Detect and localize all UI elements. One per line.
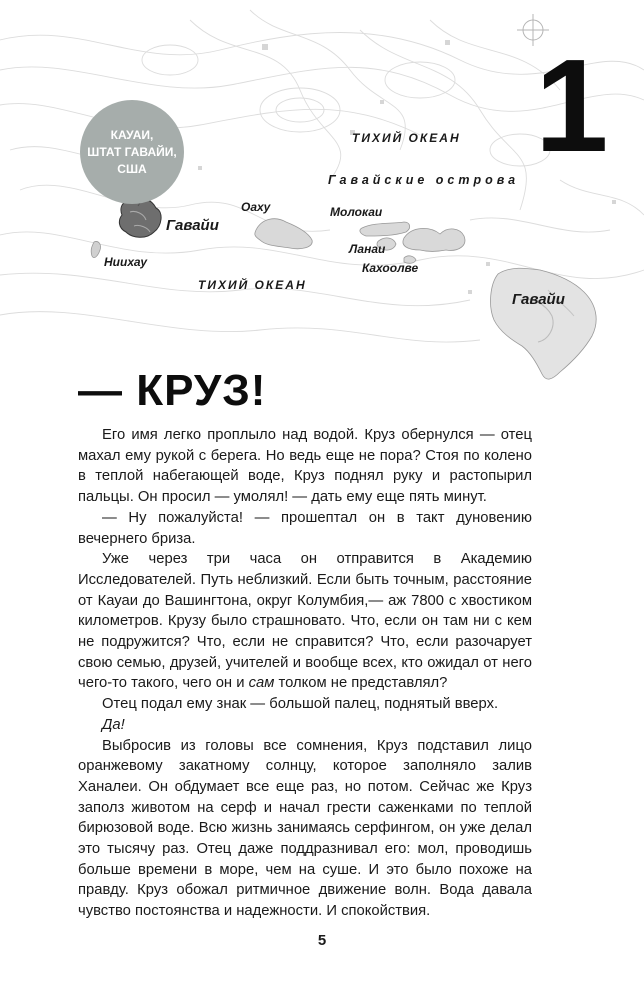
archipelago-label: Гавайские острова: [328, 173, 520, 187]
oahu-label: Оаху: [241, 200, 271, 214]
emphasis: Да!: [102, 716, 125, 733]
kauai-label: Гавайи: [166, 217, 219, 234]
ocean-label-top: ТИХИЙ ОКЕАН: [352, 131, 461, 145]
page-number: 5: [317, 932, 327, 949]
kauai-island: [119, 199, 161, 238]
badge-line: США: [117, 161, 147, 176]
maui-island: [403, 228, 465, 251]
chapter-map: [0, 0, 644, 390]
emphasis: сам: [248, 675, 275, 692]
badge-line: ШТАТ ГАВАЙИ,: [87, 144, 177, 159]
big-island: [491, 268, 597, 379]
oahu-island: [255, 219, 312, 249]
lanai-label: Ланаи: [349, 242, 386, 256]
badge-line: КАУАИ,: [110, 127, 154, 142]
paragraph: Выбросив из головы все сомнения, Круз подставил лицо оранжевому закатному солнцу, которое заполняло залив Ханалеи. Он обдумает все еще раз, но потом. Сейчас же Круз заполз животом на серф и начал грести саженками по теплой бирюзовой воде. Всю жизнь занимаясь серфингом, он уже делал это тысячу раз. Отец даже поддразнивал его: мол, проводишь больше времени в море, чем на суше. И это было похоже на правду. Круз обожал ритмичное движение волн. Вода давала чувство постоянства и надежности. И спокойствия.: [78, 737, 532, 920]
niihau-label: Ниихау: [104, 255, 148, 269]
body-text: [78, 425, 532, 922]
paragraph: — Ну пожалуйста! — прошептал он в такт дуновению вечернего бриза.: [78, 509, 532, 547]
paragraph: Его имя легко проплыло над водой. Круз обернулся — отец махал ему рукой с берега. Но ведь еще не пора? Стоя по колено в теплой набегающей воде, Круз поднял руку и растопырил пальцы. Он просил — умолял! — дать ему еще пять минут.: [78, 427, 532, 506]
location-badge: [80, 100, 184, 204]
paragraph: Отец подал ему знак — большой палец, поднятый вверх.: [102, 696, 499, 713]
niihau-island: [91, 241, 100, 257]
molokai-island: [360, 222, 410, 236]
paragraph: Уже через три часа он отправится в Академию Исследователей. Путь неблизкий. Если быть точным, расстояние от Кауаи до Вашингтона, округ Колумбия,— аж 7800 с хвостиком километров. Крузу было страшновато. Что, если он там ни с кем не подружится? Что, если не справится? Что, если разочарует свою семью, друзей, учителей и вообще всех, кто ожидал от него чего-то такого, чего он и сам толком не представлял?: [78, 551, 532, 692]
molokai-label: Молокаи: [330, 205, 383, 219]
chapter-title: — КРУЗ!: [78, 366, 267, 415]
paragraph: [78, 715, 532, 736]
ocean-label-bottom: ТИХИЙ ОКЕАН: [198, 278, 307, 292]
kahoolawe-label: Кахоолве: [362, 261, 419, 275]
chapter-number: 1: [535, 32, 609, 179]
hawaii-label: Гавайи: [512, 291, 565, 308]
